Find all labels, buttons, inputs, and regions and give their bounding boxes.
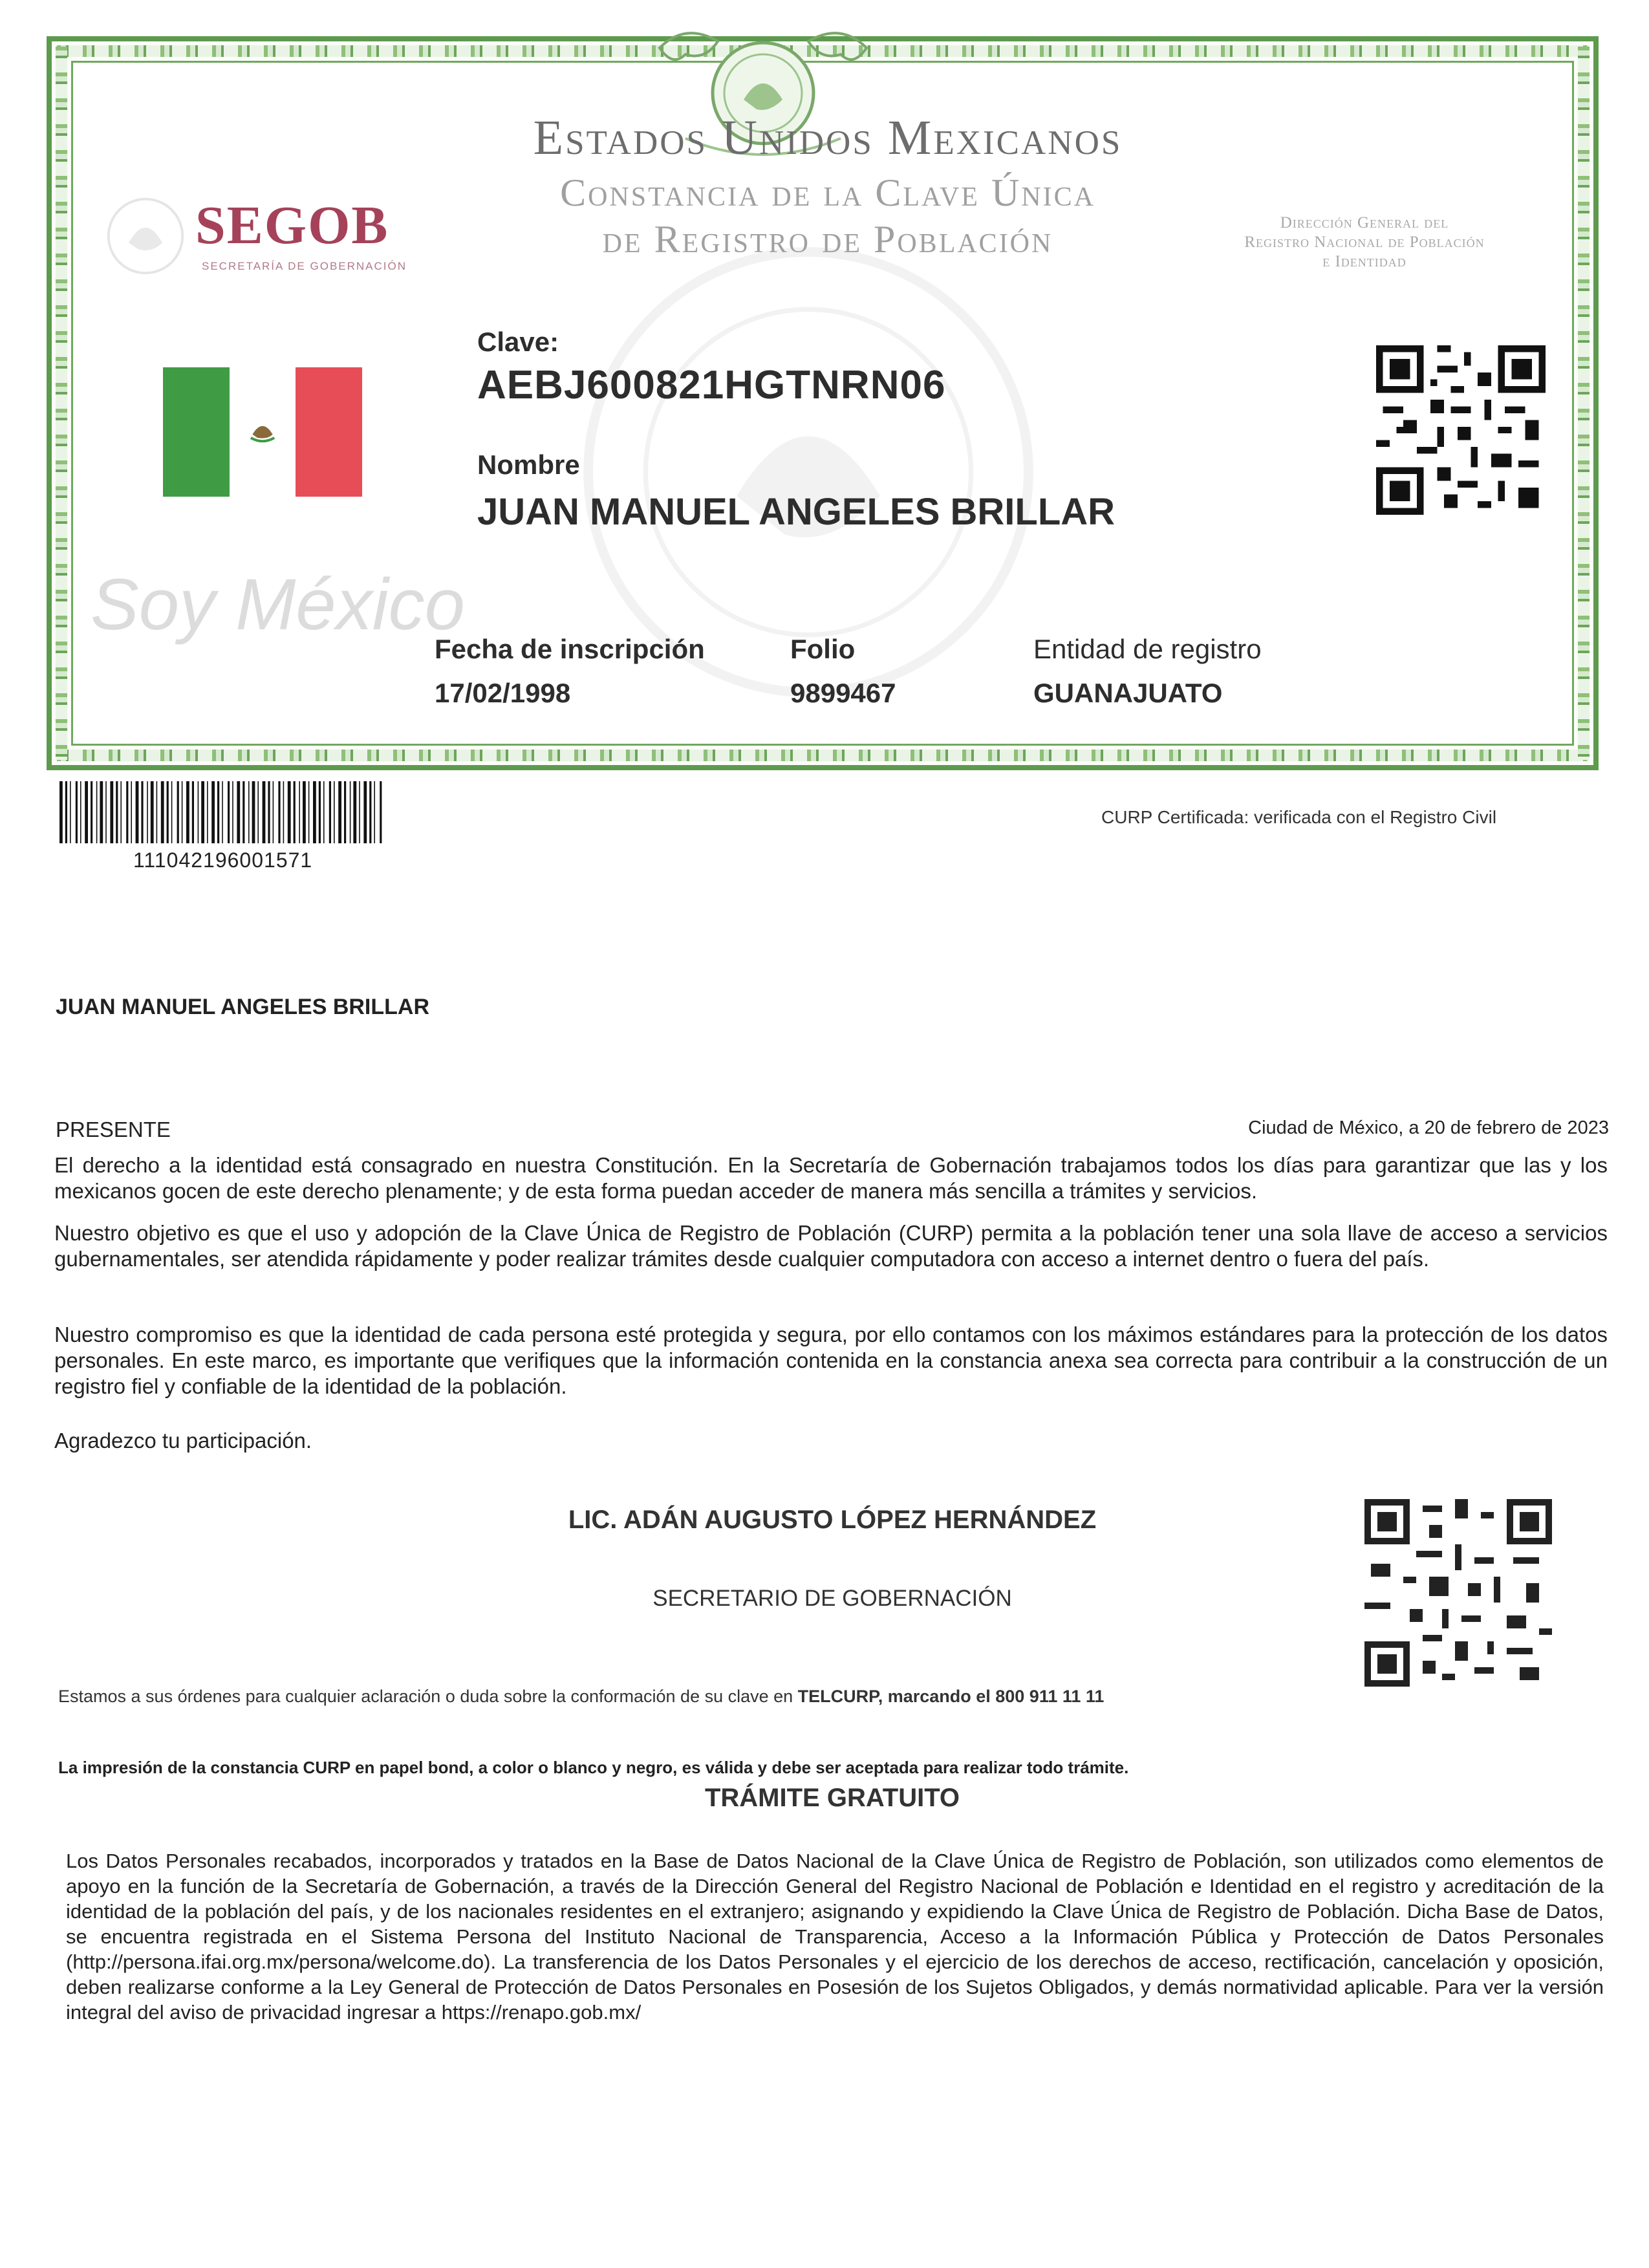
clave-value: AEBJ600821HGTNRN06 — [477, 363, 946, 407]
country-title: Estados Unidos Mexicanos — [533, 111, 1123, 165]
document-title-line-2: de Registro de Población — [602, 218, 1053, 261]
document-title-line-1: Constancia de la Clave Única — [560, 171, 1095, 214]
signer-name: LIC. ADÁN AUGUSTO LÓPEZ HERNÁNDEZ — [568, 1506, 1097, 1534]
segob-logo: SEGOB — [195, 195, 389, 255]
mexican-flag — [163, 367, 362, 497]
folio-value: 9899467 — [790, 678, 896, 708]
barcode — [59, 781, 383, 843]
nombre-value: JUAN MANUEL ANGELES BRILLAR — [477, 491, 1116, 533]
letter-paragraph-1: El derecho a la identidad está consagrado en nuestra Constitución. En la Secretaría de Gobernación trabajamos todos los días para garantizar que las y los mexicanos gocen de este derecho plenamente; y de esta forma puedan acceder de manera más sencilla a trámites y servicios. — [54, 1153, 1608, 1203]
signer-title: SECRETARIO DE GOBERNACIÓN — [652, 1586, 1012, 1611]
presente-label: PRESENTE — [56, 1118, 171, 1141]
letter-qr-code — [1364, 1499, 1552, 1687]
agency-line-3: e Identidad — [1322, 253, 1406, 270]
letter-paragraph-3: Nuestro compromiso es que la identidad de cada persona esté protegida y segura, por ello contamos con los máximos estándares para la protección de los datos personales. En este marco, es importante que verifiques que la información contenida en la constancia anexa sea correcta para contribuir a la construcción de un registro fiel y confiable de la identidad de la población. — [54, 1323, 1608, 1398]
border-pattern-left — [56, 47, 67, 760]
flag-white-stripe — [230, 367, 296, 497]
flag-emblem-icon — [246, 413, 279, 446]
curp-certified-note: CURP Certificada: verificada con el Registro Civil — [1101, 807, 1497, 827]
letter-paragraph-2: Nuestro objetivo es que el uso y adopción de la Clave Única de Registro de Población (CURP) permita a la población tener una sola llave de acceso a servicios gubernamentales, ser atendida rápidamente y poder realizar trámites desde cualquier computadora con acceso a internet dentro o fuera del país. — [54, 1221, 1608, 1271]
nombre-label: Nombre — [477, 449, 580, 480]
telcurp-phone: TELCURP, marcando el 800 911 11 11 — [797, 1687, 1105, 1706]
privacy-notice: Los Datos Personales recabados, incorporados y tratados en la Base de Datos Nacional de la Clave Única de Registro de Población, son utilizados como elementos de apoyo en la función de la Secretaría de Gobernación, a través de la Dirección General del Registro Nacional de Población e Identidad en el registro y acreditación de la identidad de la población del país, y de los nacionales residentes en el extranjero; asignando y expidiendo la Clave Única de Registro de Población. Dicha Base de Datos, se encuentra registrada en el Sistema Persona del Instituto Nacional de Transparencia, Acceso a la Información Pública y Protección de Datos Personales (http://persona.ifai.org.mx/persona/welcome.do). La transferencia de los Datos Personales y el ejercicio de los derechos de acceso, rectificación, cancelación y oposición, deben realizarse conforme a la Ley General de Protección de Datos Personales en Posesión de los Sujetos Obligados, y demás normatividad aplicable. Para ver la versión integral del aviso de privacidad ingresar a https://renapo.gob.mx/ — [66, 1850, 1604, 2024]
flag-red-stripe — [296, 367, 362, 497]
border-pattern-bottom — [57, 750, 1588, 761]
agency-line-1: Dirección General del — [1280, 214, 1449, 232]
free-procedure: TRÁMITE GRATUITO — [704, 1784, 960, 1812]
entidad-registro-label: Entidad de registro — [1033, 634, 1262, 664]
fecha-inscripcion-label: Fecha de inscripción — [435, 634, 705, 664]
contact-text: Estamos a sus órdenes para cualquier aclaración o duda sobre la conformación de su clave en — [58, 1687, 798, 1706]
folio-label: Folio — [790, 634, 856, 664]
segob-subtitle: SECRETARÍA DE GOBERNACIÓN — [202, 260, 407, 272]
letter-recipient: JUAN MANUEL ANGELES BRILLAR — [56, 995, 430, 1019]
clave-label: Clave: — [477, 327, 559, 357]
flag-green-stripe — [163, 367, 230, 497]
agency-name — [1196, 213, 1533, 272]
contact-line — [58, 1687, 1104, 1707]
border-pattern-right — [1578, 47, 1590, 760]
certificate-qr-code — [1376, 345, 1546, 515]
fecha-inscripcion-value: 17/02/1998 — [435, 678, 571, 708]
validity-note: La impresión de la constancia CURP en papel bond, a color o blanco y negro, es válida y debe ser aceptada para realizar todo trámite. — [58, 1758, 1129, 1777]
document-title — [407, 169, 1248, 263]
soy-mexico-watermark: Soy México — [91, 564, 465, 645]
letter-thanks: Agradezco tu participación. — [54, 1429, 312, 1453]
segob-eagle-icon — [103, 194, 188, 278]
barcode-number: 111042196001571 — [133, 848, 313, 872]
agency-line-2: Registro Nacional de Población — [1244, 233, 1485, 251]
entidad-registro-value: GUANAJUATO — [1033, 678, 1223, 708]
place-date: Ciudad de México, a 20 de febrero de 2023 — [1248, 1118, 1609, 1138]
